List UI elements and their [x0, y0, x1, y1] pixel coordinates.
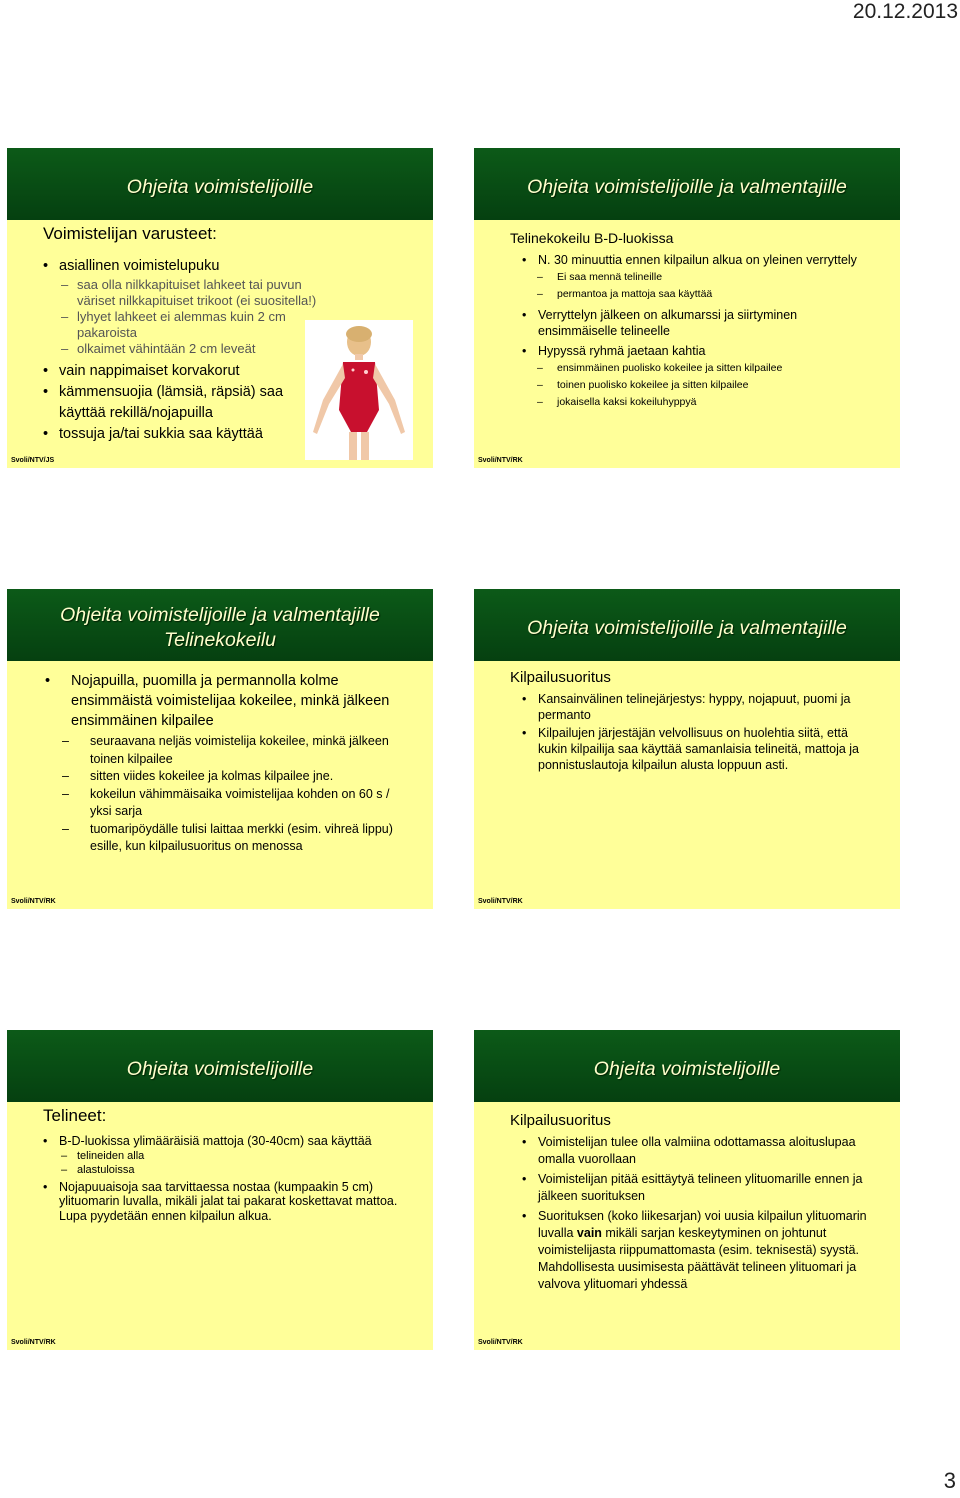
slide-6	[474, 1030, 900, 1350]
sub-list	[557, 269, 878, 303]
list-item: • tossuja ja/tai sukkia saa käyttää	[59, 424, 329, 445]
list-item: • vain nappimaiset korvakorut	[59, 361, 329, 382]
sub-item: – seuraavana neljäs voimistelija kokeilee, minkä jälkeen toinen kilpailee	[90, 733, 401, 768]
slide-title: Ohjeita voimistelijoille ja valmentajille	[60, 604, 380, 626]
sub-item: – Ei saa mennä telineille	[557, 269, 878, 286]
sub-item: – olkaimet vähintään 2 cm leveät	[77, 341, 329, 357]
slide-footer: Svoli/NTV/RK	[478, 457, 523, 464]
list-item: • Voimistelijan pitää esittäytyä telineen ylituomarille ennen ja jälkeen suorituksen	[538, 1171, 868, 1205]
list-item: • B-D-luokissa ylimääräisiä mattoja (30-40cm) saa käyttää – telineiden alla – alastuloissa	[59, 1134, 399, 1178]
gymnast-photo	[305, 320, 413, 460]
slide-footer: Svoli/NTV/RK	[478, 1339, 523, 1346]
slide-2	[474, 148, 900, 468]
list-item: • kämmensuojia (lämsiä, räpsiä) saa käyttää rekillä/nojapuilla	[59, 382, 329, 424]
list-item: • Verryttelyn jälkeen on alkumarssi ja siirtyminen ensimmäiselle telineelle	[538, 307, 878, 339]
list-item: • Nojapuuaisoja saa tarvittaessa nostaa (kumpaakin 5 cm) ylituomarin luvalla, mikäli jalat tai pakarat koskettavat mattoa. Lupa pyydetään ennen kilpailun alkua.	[59, 1180, 399, 1224]
bullet-list	[538, 1134, 868, 1296]
sub-item: – ensimmäinen puolisko kokeilee ja sitten kilpailee	[557, 360, 878, 377]
slide-header	[474, 589, 900, 661]
sub-item: – lyhyet lahkeet ei alemmas kuin 2 cm pakaroista	[77, 309, 329, 341]
list-item: • Hypyssä ryhmä jaetaan kahtia – ensimmäinen puolisko kokeilee ja sitten kilpailee – toinen puolisko kokeilee ja sitten kilpailee – jokaisella kaksi kokeiluhyppyä	[538, 343, 878, 411]
sub-item: – alastuloissa	[77, 1163, 399, 1178]
bullet-list	[59, 1134, 399, 1225]
list-item: • Voimistelijan tulee olla valmiina odottamassa aloituslupaa omalla vuorollaan	[538, 1134, 868, 1168]
slide-header	[7, 589, 433, 661]
print-date: 20.12.2013	[852, 0, 958, 23]
slide-header	[7, 148, 433, 220]
slide-heading: Kilpailusuoritus	[510, 1112, 611, 1129]
sub-item: – kokeilun vähimmäisaika voimistelijaa kohden on 60 s / yksi sarja	[90, 786, 401, 821]
slide-title: Ohjeita voimistelijoille	[593, 1057, 781, 1080]
page-number: 3	[943, 1468, 956, 1493]
slide-heading: Voimistelijan varusteet:	[43, 224, 217, 243]
sub-list	[77, 277, 329, 357]
slide-title: Ohjeita voimistelijoille ja valmentajille	[527, 616, 847, 639]
bullet-list	[59, 256, 329, 445]
slide-heading: Kilpailusuoritus	[510, 669, 611, 686]
emphasis: vain	[576, 1226, 602, 1240]
bullet-list	[71, 671, 401, 856]
sub-item: – toinen puolisko kokeilee ja sitten kilpailee	[557, 377, 878, 394]
list-item: • asiallinen voimistelupuku – saa olla nilkkapituiset lahkeet tai puvun väriset nilkkapituiset trikoot (ei suositella!) – lyhyet lahkeet ei alemmas kuin 2 cm pakaroista – olkaimet vähintään 2 cm leveät	[59, 256, 329, 357]
list-item: • N. 30 minuuttia ennen kilpailun alkua on yleinen verryttely – Ei saa mennä telineille – permantoa ja mattoja saa käyttää	[538, 252, 878, 303]
slide-subtitle: Telinekokeilu	[163, 629, 277, 651]
slide-heading: Telineet:	[43, 1106, 107, 1125]
list-item: • Nojapuilla, puomilla ja permannolla kolme ensimmäistä voimistelijaa kokeilee, minkä jälkeen ensimmäinen kilpailee – seuraavana neljäs voimistelija kokeilee, minkä jälkeen toinen kilpailee – sitten viides kokeilee ja kolmas kilpailee jne. – kokeilun vähimmäisaika voimistelijaa kohden on 60 s / yksi sarja – tuomaripöydälle tulisi laittaa merkki (esim. vihreä lippu) esille, kun kilpailusuoritus on menossa	[71, 671, 401, 856]
sub-item: – sitten viides kokeilee ja kolmas kilpailee jne.	[90, 768, 401, 786]
slide-footer: Svoli/NTV/RK	[11, 898, 56, 905]
list-item: • Kansainvälinen telinejärjestys: hyppy, nojapuut, puomi ja permanto	[538, 691, 868, 723]
sub-item: – tuomaripöydälle tulisi laittaa merkki (esim. vihreä lippu) esille, kun kilpailusuoritus on menossa	[90, 821, 401, 856]
sub-list	[77, 1149, 399, 1178]
slide-title: Ohjeita voimistelijoille ja valmentajille	[527, 175, 847, 198]
sub-list	[557, 360, 878, 411]
sub-item: – jokaisella kaksi kokeiluhyppyä	[557, 394, 878, 411]
slide-footer: Svoli/NTV/JS	[11, 457, 55, 464]
bullet-list	[538, 252, 878, 415]
list-item: • Kilpailujen järjestäjän velvollisuus on huolehtia siitä, että kukin kilpailija saa käyttää samanlaisia telineitä, mattoja ja ponnistuslautoja kilpailun alusta loppuun asti.	[538, 725, 868, 773]
slide-5	[7, 1030, 433, 1350]
sub-list	[90, 733, 401, 856]
slide-header	[474, 1030, 900, 1102]
sub-item: – telineiden alla	[77, 1149, 399, 1164]
slide-title: Ohjeita voimistelijoille	[126, 1057, 314, 1080]
sub-item: – saa olla nilkkapituiset lahkeet tai puvun väriset nilkkapituiset trikoot (ei suositella!)	[77, 277, 329, 309]
slide-heading: Telinekokeilu B-D-luokissa	[510, 230, 674, 246]
slide-1	[7, 148, 433, 468]
slide-3	[7, 589, 433, 909]
bullet-list	[538, 691, 868, 775]
slide-footer: Svoli/NTV/RK	[478, 898, 523, 905]
slide-footer: Svoli/NTV/RK	[11, 1339, 56, 1346]
slide-4	[474, 589, 900, 909]
slide-title: Ohjeita voimistelijoille	[126, 175, 314, 198]
sub-item: – permantoa ja mattoja saa käyttää	[557, 286, 878, 303]
slide-header	[7, 1030, 433, 1102]
slide-header	[474, 148, 900, 220]
list-item: • Suorituksen (koko liikesarjan) voi uusia kilpailun ylituomarin luvalla vain mikäli sarjan keskeytyminen on johtunut voimistelijasta riippumattomasta (esim. teknisestä) syystä. Mahdollisesta uusimisesta päättävät telineen ylituomari ja valvova ylituomari yhdessä	[538, 1208, 868, 1293]
